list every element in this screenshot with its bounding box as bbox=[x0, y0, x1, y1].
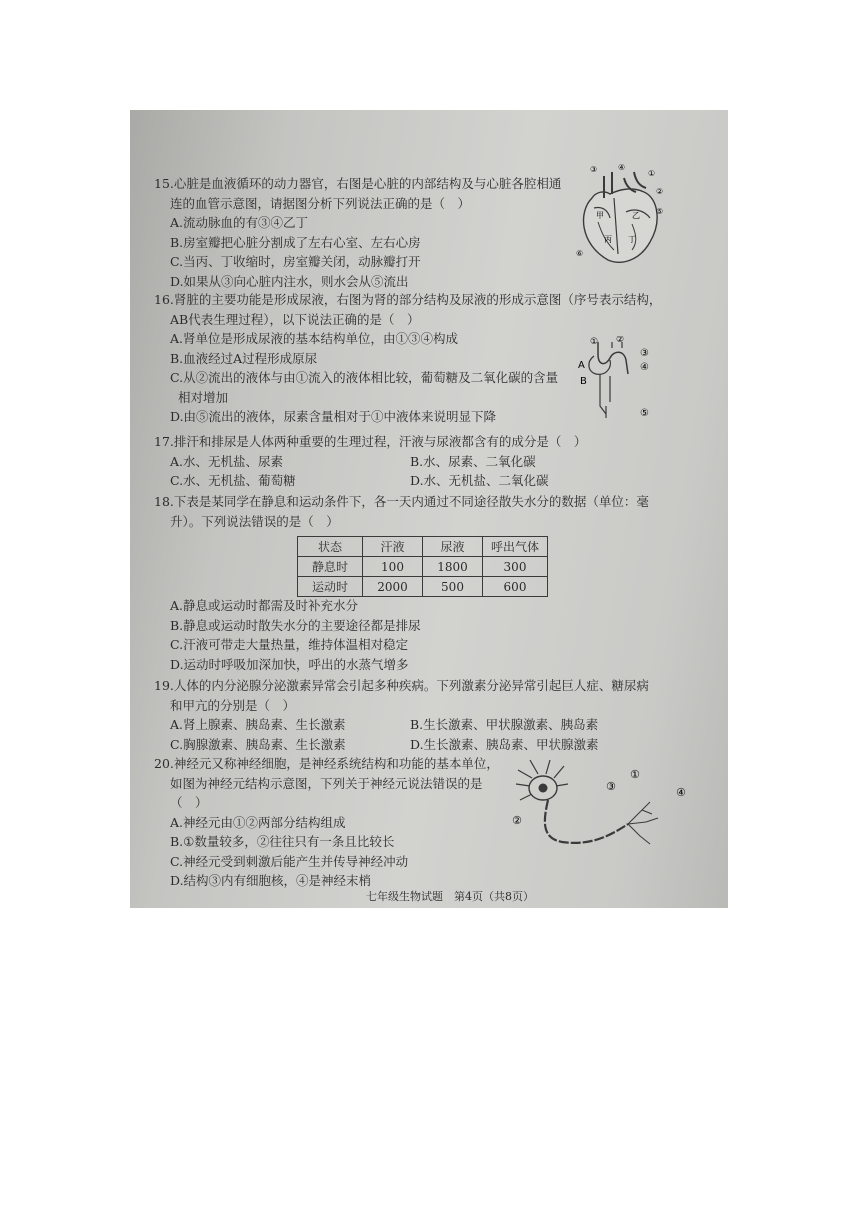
label-bing: 丙 bbox=[604, 235, 612, 244]
option-d: D.如果从③向心脏内注水，则水会从⑤流出 bbox=[170, 273, 409, 289]
option-b: B.①数量较多，②往往只有一条且比较长 bbox=[170, 834, 395, 849]
label-1: ① bbox=[590, 337, 599, 347]
label-3: ③ bbox=[640, 348, 649, 359]
option-a: A.肾上腺素、胰岛素、生长激素 bbox=[170, 717, 346, 732]
question-18 bbox=[154, 492, 704, 531]
question-stem: 18.下表是某同学在静息和运动条件下，各一天内通过不同途径散失水分的数据（单位：毫 bbox=[154, 494, 649, 509]
table-cell: 运动时 bbox=[298, 577, 363, 597]
label-ding: 丁 bbox=[628, 235, 636, 244]
question-stem: 如图为神经元结构示意图，下列关于神经元说法错误的是 bbox=[170, 775, 483, 791]
option-d: D.水、无机盐、二氧化碳 bbox=[410, 473, 549, 488]
table-header-cell: 呼出气体 bbox=[483, 537, 548, 557]
option-a: A.水、无机盐、尿素 bbox=[170, 453, 284, 469]
option-a: A.流动脉血的有③④乙丁 bbox=[170, 215, 309, 230]
table-cell: 300 bbox=[483, 557, 548, 577]
option-c: C.胸腺激素、胰岛素、生长激素 bbox=[170, 736, 346, 752]
exam-page-photo bbox=[130, 110, 728, 908]
table-cell: 500 bbox=[423, 577, 483, 597]
label-3: ③ bbox=[606, 780, 616, 793]
label-5: ⑤ bbox=[656, 207, 664, 216]
label-yi: 乙 bbox=[632, 211, 640, 220]
question-stem: （ ） bbox=[170, 795, 208, 810]
question-17 bbox=[154, 432, 694, 491]
table-cell: 2000 bbox=[363, 577, 423, 597]
label-5: ⑤ bbox=[640, 408, 649, 419]
option-b: B.水、尿素、二氧化碳 bbox=[410, 453, 536, 469]
table-cell: 1800 bbox=[423, 557, 483, 577]
label-jia: 甲 bbox=[596, 211, 604, 220]
table-header-row bbox=[298, 537, 548, 557]
question-stem: 19.人体的内分泌腺分泌激素异常会引起多种疾病。下列激素分泌异常引起巨人症、糖尿病 bbox=[154, 678, 649, 693]
option-d: D.结构③内有细胞核，④是神经末梢 bbox=[170, 873, 372, 888]
table-header-cell: 汗液 bbox=[363, 537, 423, 557]
question-stem: 15.心脏是血液循环的动力器官，右图是心脏的内部结构及与心脏各腔相通 bbox=[154, 176, 562, 191]
label-4: ④ bbox=[640, 362, 649, 373]
label-6: ⑥ bbox=[576, 249, 584, 258]
option-c-cont: 相对增加 bbox=[178, 389, 229, 405]
option-b: B.血液经过A过程形成原尿 bbox=[170, 350, 318, 366]
question-20 bbox=[154, 754, 554, 891]
table-header-cell: 尿液 bbox=[423, 537, 483, 557]
option-a: A.静息或运动时都需及时补充水分 bbox=[170, 598, 359, 613]
option-b: B.生长激素、甲状腺激素、胰岛素 bbox=[410, 717, 599, 732]
question-stem: 20.神经元又称神经细胞，是神经系统结构和功能的基本单位， bbox=[154, 756, 499, 771]
option-c: C.当丙、丁收缩时，房室瓣关闭，动脉瓣打开 bbox=[170, 254, 421, 269]
label-1: ① bbox=[648, 169, 656, 178]
table-header-cell: 状态 bbox=[298, 537, 363, 557]
question-19 bbox=[154, 676, 704, 754]
water-loss-table bbox=[297, 536, 548, 597]
option-b: B.静息或运动时散失水分的主要途径都是排尿 bbox=[170, 617, 421, 633]
nephron-diagram bbox=[576, 336, 662, 420]
question-stem: 16.肾脏的主要功能是形成尿液，右图为肾的部分结构及尿液的形成示意图（序号表示结构， bbox=[154, 292, 662, 307]
question-stem: 升）。下列说法错误的是（ ） bbox=[170, 513, 339, 529]
option-c: C.神经元受到刺激后能产生并传导神经冲动 bbox=[170, 853, 409, 869]
label-4: ④ bbox=[618, 164, 626, 172]
label-1: ① bbox=[630, 768, 640, 781]
option-c: C.汗液可带走大量热量，维持体温相对稳定 bbox=[170, 637, 409, 652]
label-2: ② bbox=[616, 336, 625, 345]
label-b: B bbox=[580, 376, 587, 387]
label-a: A bbox=[578, 360, 585, 371]
table-row bbox=[298, 557, 548, 577]
option-d: D.生长激素、胰岛素、甲状腺激素 bbox=[410, 736, 599, 752]
label-2: ② bbox=[656, 187, 664, 196]
option-a: A.肾单位是形成尿液的基本结构单位，由①③④构成 bbox=[170, 331, 459, 346]
neuron-diagram bbox=[510, 756, 690, 856]
option-c: C.从②流出的液体与由①流入的液体相比较，葡萄糖及二氧化碳的含量 bbox=[170, 370, 559, 385]
heart-diagram bbox=[574, 164, 666, 268]
table-row bbox=[298, 577, 548, 597]
table-cell: 100 bbox=[363, 557, 423, 577]
option-b: B.房室瓣把心脏分割成了左右心室、左右心房 bbox=[170, 234, 421, 250]
question-stem: 17.排汗和排尿是人体两种重要的生理过程，汗液与尿液都含有的成分是（ ） bbox=[154, 434, 587, 449]
question-18-options bbox=[154, 596, 664, 674]
option-a: A.神经元由①②两部分结构组成 bbox=[170, 814, 346, 830]
option-d: D.运动时呼吸加深加快，呼出的水蒸气增多 bbox=[170, 656, 409, 672]
option-d: D.由⑤流出的液体，尿素含量相对于①中液体来说明显下降 bbox=[170, 409, 497, 424]
question-stem: 和甲亢的分别是（ ） bbox=[170, 697, 296, 713]
option-c: C.水、无机盐、葡萄糖 bbox=[170, 473, 296, 488]
table-cell: 静息时 bbox=[298, 557, 363, 577]
question-stem: AB代表生理过程），以下说法正确的是（ ） bbox=[170, 311, 420, 327]
table-cell: 600 bbox=[483, 577, 548, 597]
label-4: ④ bbox=[676, 786, 686, 799]
label-3: ③ bbox=[590, 165, 598, 174]
label-2: ② bbox=[512, 814, 522, 827]
page-footer: 七年级生物试题 第4页（共8页） bbox=[366, 890, 534, 903]
question-stem: 连的血管示意图，请据图分析下列说法正确的是（ ） bbox=[170, 195, 471, 211]
